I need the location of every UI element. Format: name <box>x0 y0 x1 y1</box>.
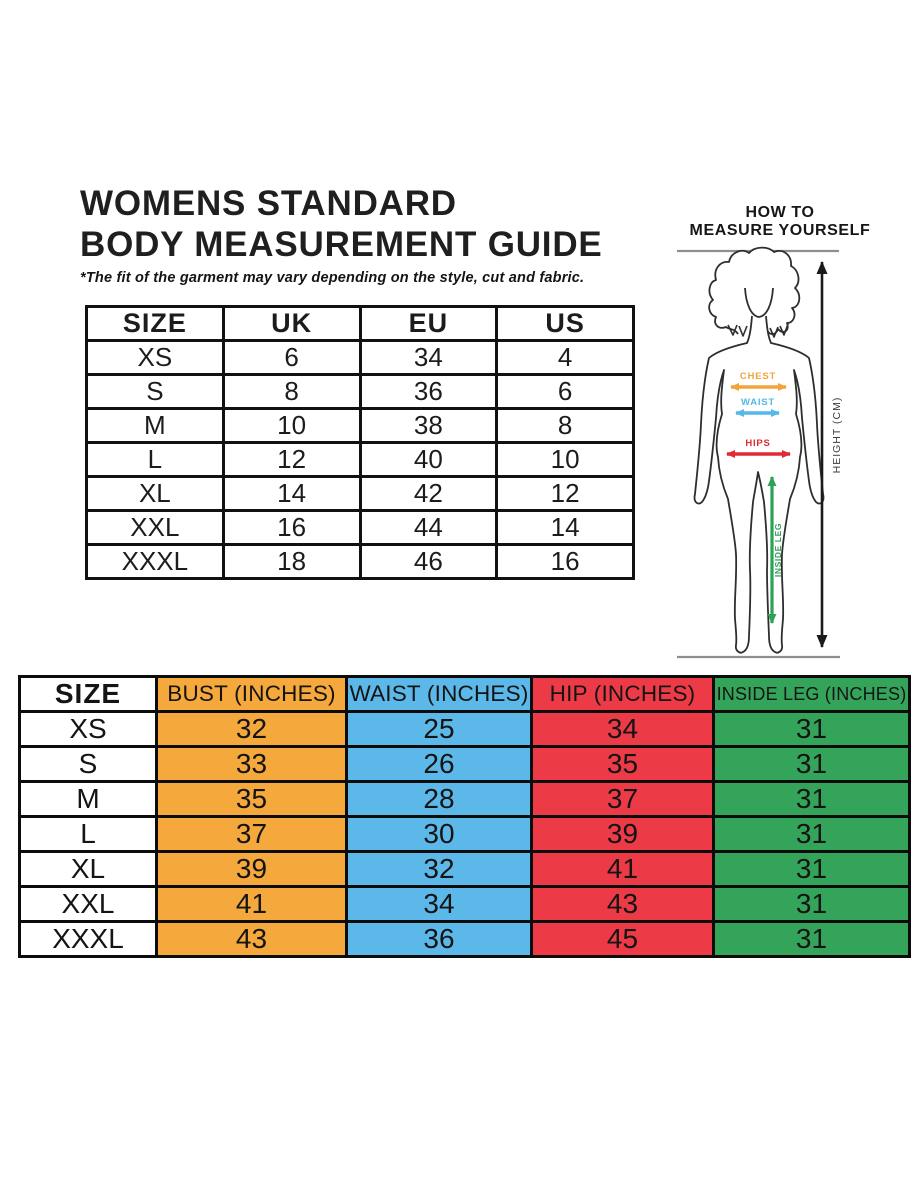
cell-uk: 10 <box>223 409 360 443</box>
page-title-line1: WOMENS STANDARD <box>80 184 457 223</box>
cell-size: XS <box>20 712 157 747</box>
fit-disclaimer: *The fit of the garment may vary depending on the style, cut and fabric. <box>80 270 585 286</box>
table-row <box>20 922 910 957</box>
cell-hip: 43 <box>532 887 714 922</box>
cell-hip: 35 <box>532 747 714 782</box>
measure-guide <box>650 204 910 578</box>
cell-waist: 26 <box>347 747 532 782</box>
chest-label: CHEST <box>739 371 777 382</box>
page-title <box>80 183 603 265</box>
cell-us: 4 <box>497 341 634 375</box>
cell-inside-leg: 31 <box>714 887 910 922</box>
cell-inside-leg: 31 <box>714 852 910 887</box>
cell-us: 8 <box>497 409 634 443</box>
cell-hip: 34 <box>532 712 714 747</box>
cell-size: XXXL <box>87 545 224 579</box>
header-size: SIZE <box>20 677 157 712</box>
header-bust: BUST (INCHES) <box>157 677 347 712</box>
header-inside-leg: INSIDE LEG (INCHES) <box>714 677 910 712</box>
cell-uk: 6 <box>223 341 360 375</box>
cell-waist: 25 <box>347 712 532 747</box>
cell-bust: 43 <box>157 922 347 957</box>
cell-bust: 32 <box>157 712 347 747</box>
cell-inside-leg: 31 <box>714 712 910 747</box>
table-header-row <box>87 307 634 341</box>
body-measurement-figure-illustration <box>650 240 910 670</box>
table-row <box>87 409 634 443</box>
cell-uk: 16 <box>223 511 360 545</box>
hips-label: HIPS <box>745 438 771 449</box>
cell-bust: 35 <box>157 782 347 817</box>
header-size: SIZE <box>87 307 224 341</box>
cell-bust: 37 <box>157 817 347 852</box>
waist-label: WAIST <box>740 397 776 408</box>
cell-size: XS <box>87 341 224 375</box>
table-row <box>87 477 634 511</box>
cell-hip: 45 <box>532 922 714 957</box>
cell-eu: 38 <box>360 409 497 443</box>
cell-inside-leg: 31 <box>714 922 910 957</box>
cell-hip: 41 <box>532 852 714 887</box>
header-us: US <box>497 307 634 341</box>
cell-waist: 32 <box>347 852 532 887</box>
cell-us: 6 <box>497 375 634 409</box>
inside-leg-label: INSIDE LEG <box>773 522 783 578</box>
cell-bust: 41 <box>157 887 347 922</box>
cell-uk: 12 <box>223 443 360 477</box>
table-row <box>20 782 910 817</box>
cell-size: XXL <box>87 511 224 545</box>
cell-uk: 18 <box>223 545 360 579</box>
measure-guide-heading-line2: MEASURE YOURSELF <box>689 221 871 239</box>
cell-us: 10 <box>497 443 634 477</box>
height-label: HEIGHT (CM) <box>831 396 843 474</box>
header-waist: WAIST (INCHES) <box>347 677 532 712</box>
page-title-line2: BODY MEASUREMENT GUIDE <box>80 225 603 264</box>
cell-uk: 14 <box>223 477 360 511</box>
table-row <box>87 341 634 375</box>
cell-waist: 28 <box>347 782 532 817</box>
table-row <box>20 747 910 782</box>
table-row <box>87 511 634 545</box>
cell-us: 14 <box>497 511 634 545</box>
cell-bust: 33 <box>157 747 347 782</box>
cell-size: XXL <box>20 887 157 922</box>
cell-size: L <box>87 443 224 477</box>
cell-uk: 8 <box>223 375 360 409</box>
height-arrow <box>822 262 843 647</box>
cell-waist: 36 <box>347 922 532 957</box>
cell-size: L <box>20 817 157 852</box>
cell-size: XXXL <box>20 922 157 957</box>
table-row <box>87 443 634 477</box>
table-header-row <box>20 677 910 712</box>
cell-eu: 42 <box>360 477 497 511</box>
cell-size: S <box>20 747 157 782</box>
cell-size: M <box>87 409 224 443</box>
table-row <box>87 545 634 579</box>
cell-eu: 44 <box>360 511 497 545</box>
cell-hip: 39 <box>532 817 714 852</box>
cell-hip: 37 <box>532 782 714 817</box>
body-measurement-table <box>18 675 911 958</box>
cell-eu: 34 <box>360 341 497 375</box>
cell-size: M <box>20 782 157 817</box>
table-row <box>20 712 910 747</box>
table-row <box>20 852 910 887</box>
cell-waist: 30 <box>347 817 532 852</box>
cell-bust: 39 <box>157 852 347 887</box>
header-hip: HIP (INCHES) <box>532 677 714 712</box>
cell-eu: 40 <box>360 443 497 477</box>
table-row <box>87 375 634 409</box>
header-uk: UK <box>223 307 360 341</box>
size-conversion-table <box>85 305 635 580</box>
cell-inside-leg: 31 <box>714 782 910 817</box>
table-row <box>20 887 910 922</box>
cell-us: 12 <box>497 477 634 511</box>
cell-us: 16 <box>497 545 634 579</box>
cell-size: S <box>87 375 224 409</box>
cell-size: XL <box>87 477 224 511</box>
cell-eu: 46 <box>360 545 497 579</box>
cell-waist: 34 <box>347 887 532 922</box>
cell-inside-leg: 31 <box>714 747 910 782</box>
measure-guide-heading <box>650 204 910 239</box>
figure-body-outline <box>695 316 824 653</box>
table-row <box>20 817 910 852</box>
cell-size: XL <box>20 852 157 887</box>
cell-inside-leg: 31 <box>714 817 910 852</box>
cell-eu: 36 <box>360 375 497 409</box>
measure-guide-heading-line1: HOW TO <box>745 204 815 221</box>
header-eu: EU <box>360 307 497 341</box>
